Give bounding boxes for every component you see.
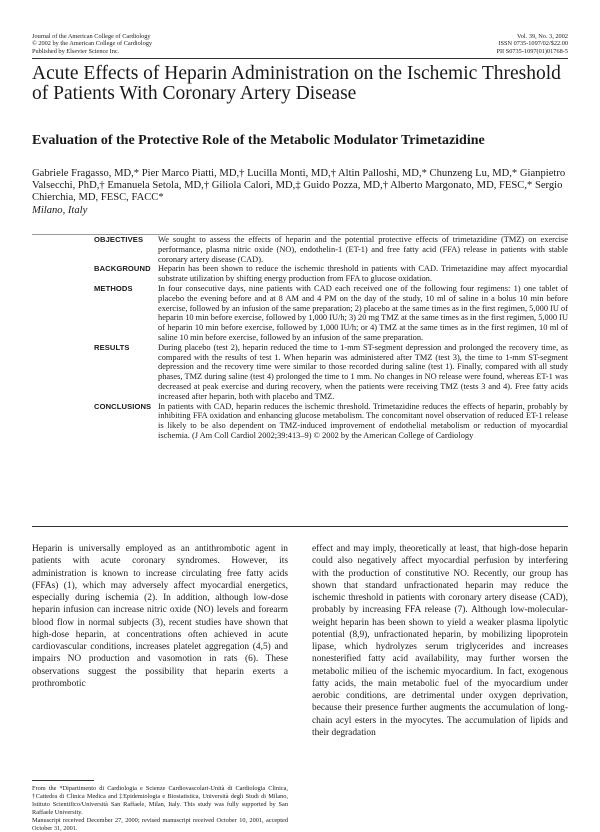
journal-copyright: © 2002 by the American College of Cardiology (32, 40, 153, 48)
article-title: Acute Effects of Heparin Administration on the Ischemic Threshold of Patients With Coronary Artery Disease (32, 63, 561, 104)
journal-issn: ISSN 0735-1097/02/$22.00 (498, 40, 568, 48)
header-divider (32, 58, 568, 59)
abstract-results (32, 343, 568, 402)
body-paragraph: Heparin is universally employed as an antithrombotic agent in patients with acute coronary syndromes. However, its administration is known to increase circulating free fatty acids (FFAs) (1), which may adversely affect myocardial energetics, especially during ischemia (2). In addition, although low-dose heparin infusion can increase nitric oxide (NO) levels and forearm blood flow in normal subjects (3), recent studies have shown that high-dose heparin, at concentrations often achieved in acute cardiovascular conditions, increases platelet aggregation (4,5) and impairs NO production and vasomotion in rats (6). These observations suggest the possibility that heparin exerts a prothrombotic (32, 544, 288, 689)
abstract-heading: CONCLUSIONS (94, 401, 152, 411)
abstract-heading: METHODS (94, 283, 133, 293)
abstract-background (32, 264, 568, 284)
abstract-text: In four consecutive days, nine patients with CAD each received one of the following four regimens: 1) one tablet of placebo the evening before and at 8 AM and 4 PM on the day of the study, 10 ml of saline in a bolus 10 min before exercise, followed by an infusion of the same preparation; 2) placebo at the same times as in the first regimen, 5,000 IU of heparin 10 min before exercise, followed by 1,000 IU/h; 3) 20 mg TMZ at the same times as in the first regimen, 5,000 IU of heparin 10 min before exercise, followed by 1,000 IU/h; or 4) TMZ at the same times as in the first regimen, 10 ml of saline 10 min before exercise, followed by an infusion of the same preparation. (158, 283, 569, 342)
footnote-dates: Manuscript received December 27, 2000; revised manuscript received October 10, 2001, accepted October 31, 2001. (32, 816, 288, 832)
abstract-methods (32, 284, 568, 343)
abstract-divider (32, 526, 568, 527)
author-list: Gabriele Fragasso, MD,* Pier Marco Piatti, MD,† Lucilla Monti, MD,† Altin Palloshi, MD,* Chunzeng Lu, MD,* Gianpietro Valsecchi, PhD,† Emanuela Setola, MD,† Giliola Calori, MD,‡ Guido Pozza, MD,† Alberto Margonato, MD, FESC,* Sergio Chierchia, MD, FESC, FACC* (32, 168, 566, 204)
body-paragraph: effect and may imply, theoretically at least, that high-dose heparin could also negatively affect myocardial perfusion by interfering with the production of constitutive NO. Recently, our group has shown that standard unfractionated heparin may reduce the ischemic threshold in patients with coronary artery disease (CAD), probably by increasing FFA release (7). Although low-molecular-weight heparin has been shown to yield a weaker plasma lipolytic potential (8,9), unfractionated heparin, by mobilizing lipoprotein lipase, which hydrolyzes serum triglycerides and increases nonesterified fatty acid availability, may further worsen the metabolic milieu of the ischemic myocardium. In fact, exogenous fatty acids, the main metabolic fuel of the myocardium under aerobic conditions, are detrimental under oxygen deprivation, because their presence further augments the accumulation of long-chain acyl esters in the myocytes. The accumulation of lipids and their degradation (312, 544, 568, 738)
journal-name: Journal of the American College of Cardiology (32, 33, 151, 40)
abstract-text: In patients with CAD, heparin reduces the ischemic threshold. Trimetazidine reduces the effects of heparin, probably by inhibiting FFA oxidation and enhancing glucose metabolism. The concomitant novel observation of reduced ET-1 release is likely to be also dependent on TMZ-induced improvement of endothelial metabolism or reduction of myocardial ischemia. (J Am Coll Cardiol 2002;39:413–9) © 2002 by the American College of Cardiology (158, 401, 568, 440)
abstract-heading: RESULTS (94, 342, 130, 352)
abstract-heading: OBJECTIVES (94, 235, 144, 244)
article-subtitle: Evaluation of the Protective Role of the Metabolic Modulator Trimetazidine (32, 133, 485, 148)
abstract (32, 234, 568, 441)
footnote (32, 785, 288, 832)
journal-header-right (496, 33, 568, 55)
abstract-heading: BACKGROUND (94, 264, 151, 274)
journal-header-left (32, 33, 152, 55)
body-column-left (32, 543, 288, 690)
author-block (32, 168, 572, 217)
journal-pii: PII S0735-1097(01)01768-5 (496, 47, 568, 55)
abstract-text: We sought to assess the effects of heparin and the potential protective effects of trimetazidine (TMZ) on exercise performance, plasma nitric oxide (NO), endothelin-1 (ET-1) and free fatty acid (FFA) release in patients with stable coronary artery disease (CAD). (158, 235, 568, 264)
abstract-text: Heparin has been shown to reduce the ischemic threshold in patients with CAD. Trimetazidine may affect myocardial substrate utilization by shifting energy production from FFA to glucose oxidation. (158, 264, 568, 284)
footnote-affiliation: From the *Dipartimento di Cardiologia e Scienze Cardiovascolari-Unità di Cardiologia Clinica, †Cattedra di Clinica Medica and ‡Epidemiologia e Biostatistica, Università degli Studi di Milano, Istituto Scientifico/Università San Raffaele, Milan, Italy. This study was fully supported by San Raffaele University. (32, 785, 288, 816)
footnote-divider (32, 780, 94, 781)
journal-publisher: Published by Elsevier Science Inc. (32, 47, 120, 55)
abstract-text: During placebo (test 2), heparin reduced the time to 1-mm ST-segment depression and prolonged the recovery time, as compared with the results of test 1. When heparin was administered after TMZ (test 3), the time to 1-mm ST-segment depression and the recovery time were similar to those recorded during saline (test 1). Finally, compared with all study phases, TMZ during saline (test 4) prolonged the time to 1 mm. No changes in NO release were found, whereas ET-1 was decreased at peak exercise and during recovery, when the patients were receiving TMZ (tests 3 and 4). Free fatty acids increased after heparin, both with placebo and TMZ. (158, 342, 568, 401)
body-column-right (312, 543, 568, 739)
journal-volume: Vol. 39, No. 3, 2002 (517, 33, 568, 40)
author-location: Milano, Italy (32, 204, 88, 216)
abstract-conclusions (32, 402, 568, 441)
abstract-objectives (32, 235, 568, 264)
